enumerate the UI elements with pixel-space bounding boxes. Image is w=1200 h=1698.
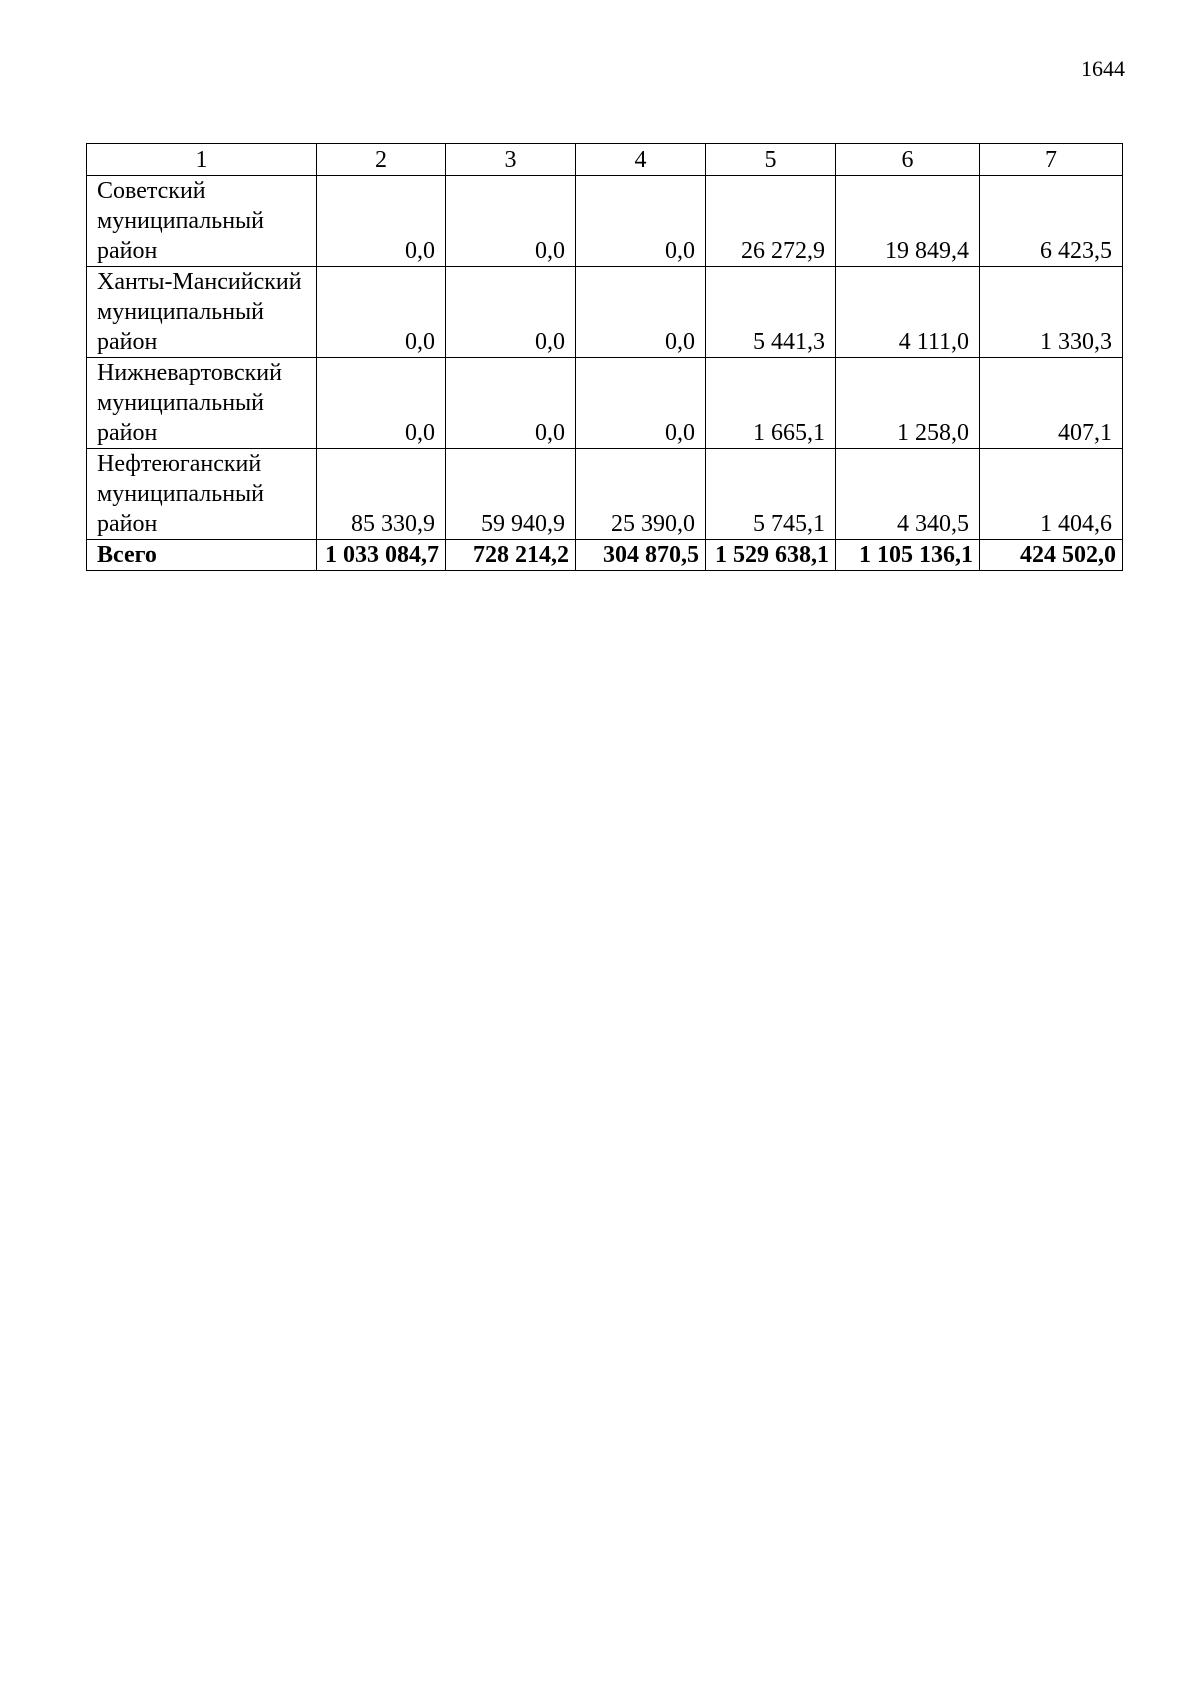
data-table xyxy=(86,143,1123,571)
table-row xyxy=(87,176,1123,267)
table-cell: 0,0 xyxy=(317,358,446,449)
table-cell: 0,0 xyxy=(317,176,446,267)
district-name: Нижневартовский муниципальный район xyxy=(87,358,317,449)
column-header: 4 xyxy=(576,144,706,176)
table-cell: 0,0 xyxy=(576,358,706,449)
table-cell: 59 940,9 xyxy=(446,449,576,540)
table-cell: 5 441,3 xyxy=(706,267,836,358)
total-cell: 728 214,2 xyxy=(446,540,576,571)
total-cell: 1 033 084,7 xyxy=(317,540,446,571)
table-cell: 0,0 xyxy=(446,176,576,267)
column-header: 3 xyxy=(446,144,576,176)
table-cell: 6 423,5 xyxy=(980,176,1123,267)
total-label: Всего xyxy=(87,540,317,571)
total-cell: 304 870,5 xyxy=(576,540,706,571)
table-cell: 1 665,1 xyxy=(706,358,836,449)
table-cell: 19 849,4 xyxy=(836,176,980,267)
table-row xyxy=(87,267,1123,358)
table-cell: 0,0 xyxy=(446,358,576,449)
table-cell: 5 745,1 xyxy=(706,449,836,540)
total-row xyxy=(87,540,1123,571)
district-name: Нефтеюганский муниципальный район xyxy=(87,449,317,540)
table-row xyxy=(87,358,1123,449)
total-cell: 424 502,0 xyxy=(980,540,1123,571)
district-name: Советский муниципальный район xyxy=(87,176,317,267)
page-number: 1644 xyxy=(1081,56,1125,81)
column-header: 2 xyxy=(317,144,446,176)
table-cell: 1 404,6 xyxy=(980,449,1123,540)
table-cell: 1 330,3 xyxy=(980,267,1123,358)
column-header: 5 xyxy=(706,144,836,176)
table-cell: 0,0 xyxy=(317,267,446,358)
table-row xyxy=(87,449,1123,540)
table-cell: 25 390,0 xyxy=(576,449,706,540)
table-cell: 0,0 xyxy=(576,267,706,358)
table-cell: 1 258,0 xyxy=(836,358,980,449)
column-header: 6 xyxy=(836,144,980,176)
header-row xyxy=(87,144,1123,176)
table-cell: 4 340,5 xyxy=(836,449,980,540)
column-header: 7 xyxy=(980,144,1123,176)
table-cell: 26 272,9 xyxy=(706,176,836,267)
total-cell: 1 529 638,1 xyxy=(706,540,836,571)
table-cell: 85 330,9 xyxy=(317,449,446,540)
column-header: 1 xyxy=(87,144,317,176)
table-cell: 0,0 xyxy=(446,267,576,358)
table-cell: 0,0 xyxy=(576,176,706,267)
district-name: Ханты-Мансийский муниципальный район xyxy=(87,267,317,358)
total-cell: 1 105 136,1 xyxy=(836,540,980,571)
table-cell: 4 111,0 xyxy=(836,267,980,358)
table-cell: 407,1 xyxy=(980,358,1123,449)
